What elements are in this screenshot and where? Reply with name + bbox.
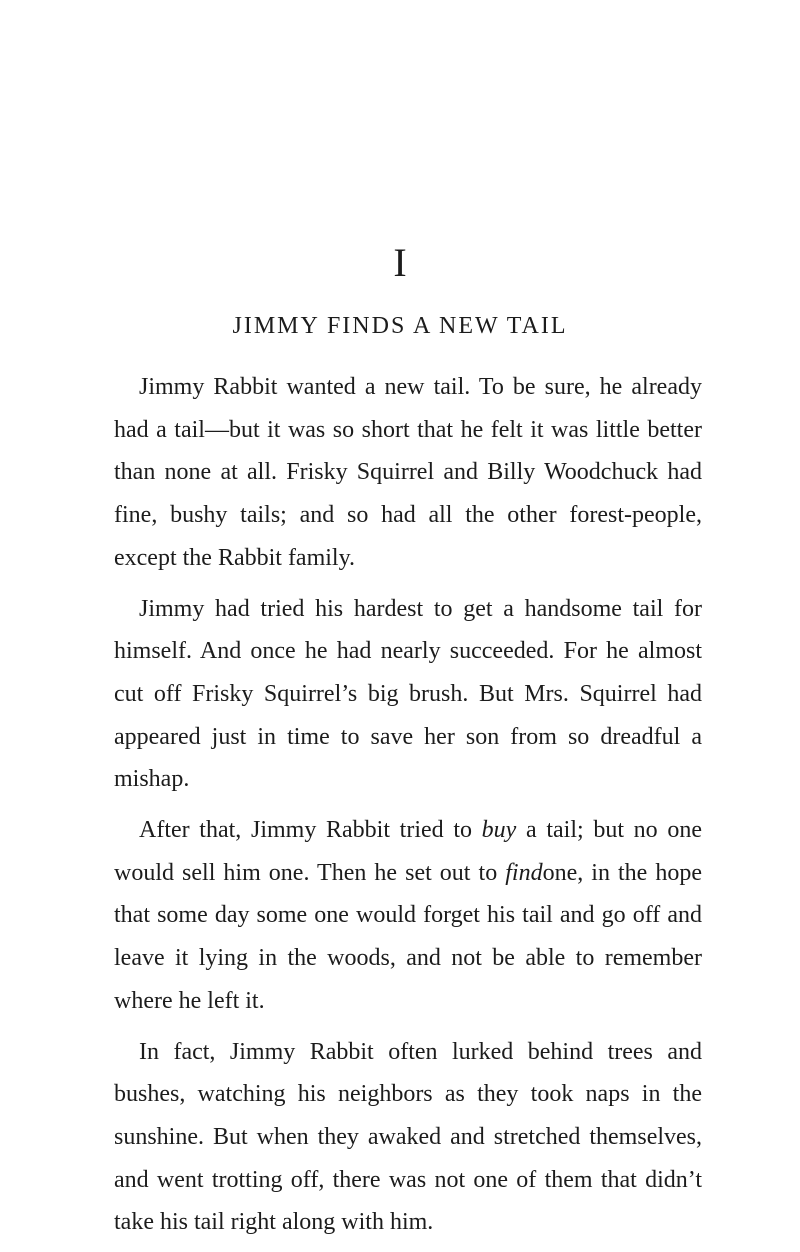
emphasis-find: find xyxy=(505,859,543,886)
chapter-title: JIMMY FINDS A NEW TAIL xyxy=(232,313,568,339)
paragraph-3-text-b: a tail; but no one would sell him one. Then he set out to xyxy=(114,817,702,886)
paragraph-4: In fact, Jimmy Rabbit often lurked behind trees and bushes, watching his neighbors as they took naps in the sunshine. But when they awaked and stretched themselves, and went trotting off, there was not one of them that didn’t take his tail right along with him. xyxy=(114,1038,702,1236)
paragraph-3 xyxy=(114,809,702,1023)
chapter-number: I xyxy=(393,240,407,285)
paragraph-1: Jimmy Rabbit wanted a new tail. To be sure, he already had a tail—but it was so short that he felt it was little better than none at all. Frisky Squirrel and Billy Woodchuck had fine, bushy tails; and so had all the other forest-people, except the Rabbit family. xyxy=(114,374,702,571)
emphasis-buy: buy xyxy=(481,817,517,844)
paragraph-2: Jimmy had tried his hardest to get a handsome tail for himself. And once he had nearly succeeded. For he almost cut off Frisky Squirrel’s big brush. But Mrs. Squirrel had appeared just in time to save her son from so dreadful a mishap. xyxy=(114,595,702,793)
paragraph-3-text-c: one, in the hope that some day some one would forget his tail and go off and leave it lying in the woods, and not be able to remember where he left it. xyxy=(114,859,702,1014)
chapter-body xyxy=(114,366,702,1252)
paragraph-3-text-a: After that, Jimmy Rabbit tried to xyxy=(139,817,482,844)
